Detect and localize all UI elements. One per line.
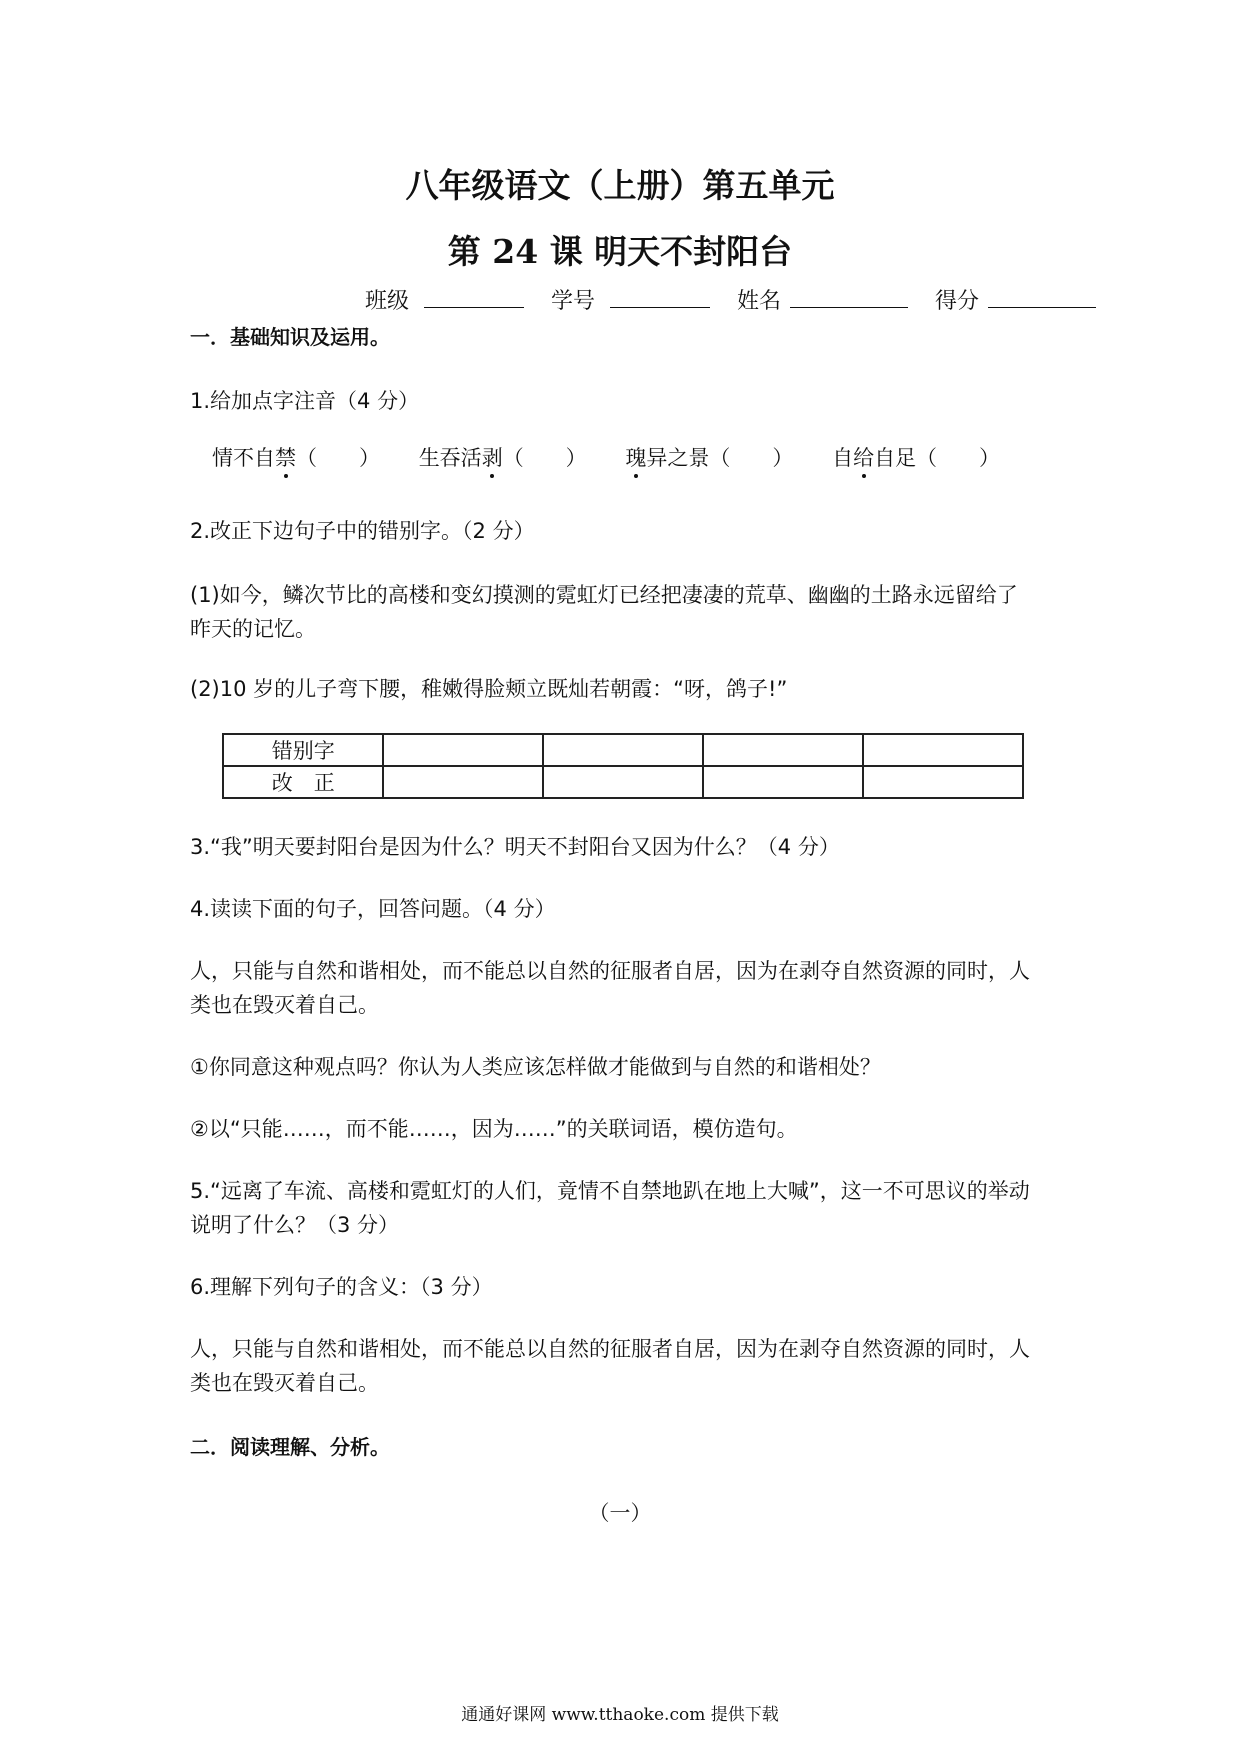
- item-text: 自: [832, 446, 854, 470]
- page-footer: 通通好课网 www.tthaoke.com 提供下载: [461, 1705, 779, 1725]
- lesson-title: 第 24 课 明天不封阳台: [447, 232, 793, 271]
- dotted-char: 剥: [482, 442, 503, 472]
- wrong-char-label: 错别字: [223, 734, 383, 766]
- reading-part-label: （一）: [588, 1501, 652, 1525]
- q4-quote-line-1: 人，只能与自然和谐相处，而不能总以自然的征服者自居，因为在剥夺自然资源的同时，人: [190, 959, 1030, 983]
- question-1: 1.给加点字注音（4 分）: [190, 389, 420, 413]
- q2-sentence-1-line-1: (1)如今，鳞次节比的高楼和变幻摸测的霓虹灯已经把凄凄的荒草、幽幽的土路永远留给了: [190, 583, 1018, 607]
- q4-sub-question-2: ②以“只能……，而不能……，因为……”的关联词语，模仿造句。: [190, 1117, 798, 1141]
- score-label: 得分: [935, 289, 980, 314]
- student-id-field[interactable]: [610, 285, 710, 308]
- pinyin-item: [832, 442, 1000, 472]
- dotted-char: 瑰: [625, 442, 646, 472]
- question-2: 2.改正下边句子中的错别字。（2 分）: [190, 519, 535, 543]
- question-5-line-1: 5.“远离了车流、高楼和霓虹灯的人们，竟情不自禁地趴在地上大喊”，这一不可思议的举动: [190, 1179, 1030, 1203]
- q6-quote-line-2: 类也在毁灭着自己。: [190, 1371, 379, 1395]
- table-cell[interactable]: [383, 766, 543, 798]
- section-1-heading: 一．基础知识及运用。: [190, 325, 390, 349]
- table-cell[interactable]: [703, 734, 863, 766]
- table-cell[interactable]: [543, 766, 703, 798]
- dotted-char: 给: [853, 442, 874, 472]
- correction-table: [222, 733, 1024, 799]
- pinyin-items: [212, 442, 1072, 472]
- table-cell[interactable]: [863, 766, 1023, 798]
- student-info-line: [365, 284, 1065, 315]
- question-4: 4.读读下面的句子，回答问题。（4 分）: [190, 897, 556, 921]
- pinyin-item: [419, 442, 587, 472]
- answer-blank[interactable]: （ ）: [502, 446, 587, 470]
- q4-quote-line-2: 类也在毁灭着自己。: [190, 993, 379, 1017]
- section-2-heading: 二．阅读理解、分析。: [190, 1435, 390, 1459]
- student-id-label: 学号: [551, 289, 596, 314]
- answer-blank[interactable]: 自足（ ）: [874, 446, 1001, 470]
- question-6: 6.理解下列句子的含义：（3 分）: [190, 1275, 493, 1299]
- pinyin-item: [625, 442, 793, 472]
- class-label: 班级: [365, 289, 410, 314]
- table-cell[interactable]: [383, 734, 543, 766]
- table-cell[interactable]: [703, 766, 863, 798]
- answer-blank[interactable]: 异之景（ ）: [646, 446, 794, 470]
- table-cell[interactable]: [543, 734, 703, 766]
- item-text: 生吞活: [418, 446, 482, 470]
- pinyin-item: [212, 442, 380, 472]
- q2-sentence-2: (2)10 岁的儿子弯下腰，稚嫩得脸颊立既灿若朝霞：“呀，鸽子!”: [190, 677, 788, 701]
- question-3: 3.“我”明天要封阳台是因为什么？明天不封阳台又因为什么？（4 分）: [190, 835, 840, 859]
- score-field[interactable]: [988, 285, 1096, 308]
- page-title: 八年级语文（上册）第五单元: [405, 166, 835, 205]
- name-label: 姓名: [737, 289, 782, 314]
- question-5-line-2: 说明了什么？（3 分）: [190, 1213, 400, 1237]
- class-field[interactable]: [424, 285, 524, 308]
- table-cell[interactable]: [863, 734, 1023, 766]
- q6-quote-line-1: 人，只能与自然和谐相处，而不能总以自然的征服者自居，因为在剥夺自然资源的同时，人: [190, 1337, 1030, 1361]
- item-text: 情不自: [212, 446, 275, 470]
- name-field[interactable]: [790, 285, 908, 308]
- correction-label: 改 正: [223, 766, 383, 798]
- q4-sub-question-1: ①你同意这种观点吗？你认为人类应该怎样做才能做到与自然的和谐相处？: [190, 1055, 881, 1079]
- dotted-char: 禁: [275, 442, 296, 472]
- answer-blank[interactable]: （ ）: [296, 446, 380, 470]
- q2-sentence-1-line-2: 昨天的记忆。: [190, 617, 316, 641]
- table-row: [223, 734, 1023, 766]
- table-row: [223, 766, 1023, 798]
